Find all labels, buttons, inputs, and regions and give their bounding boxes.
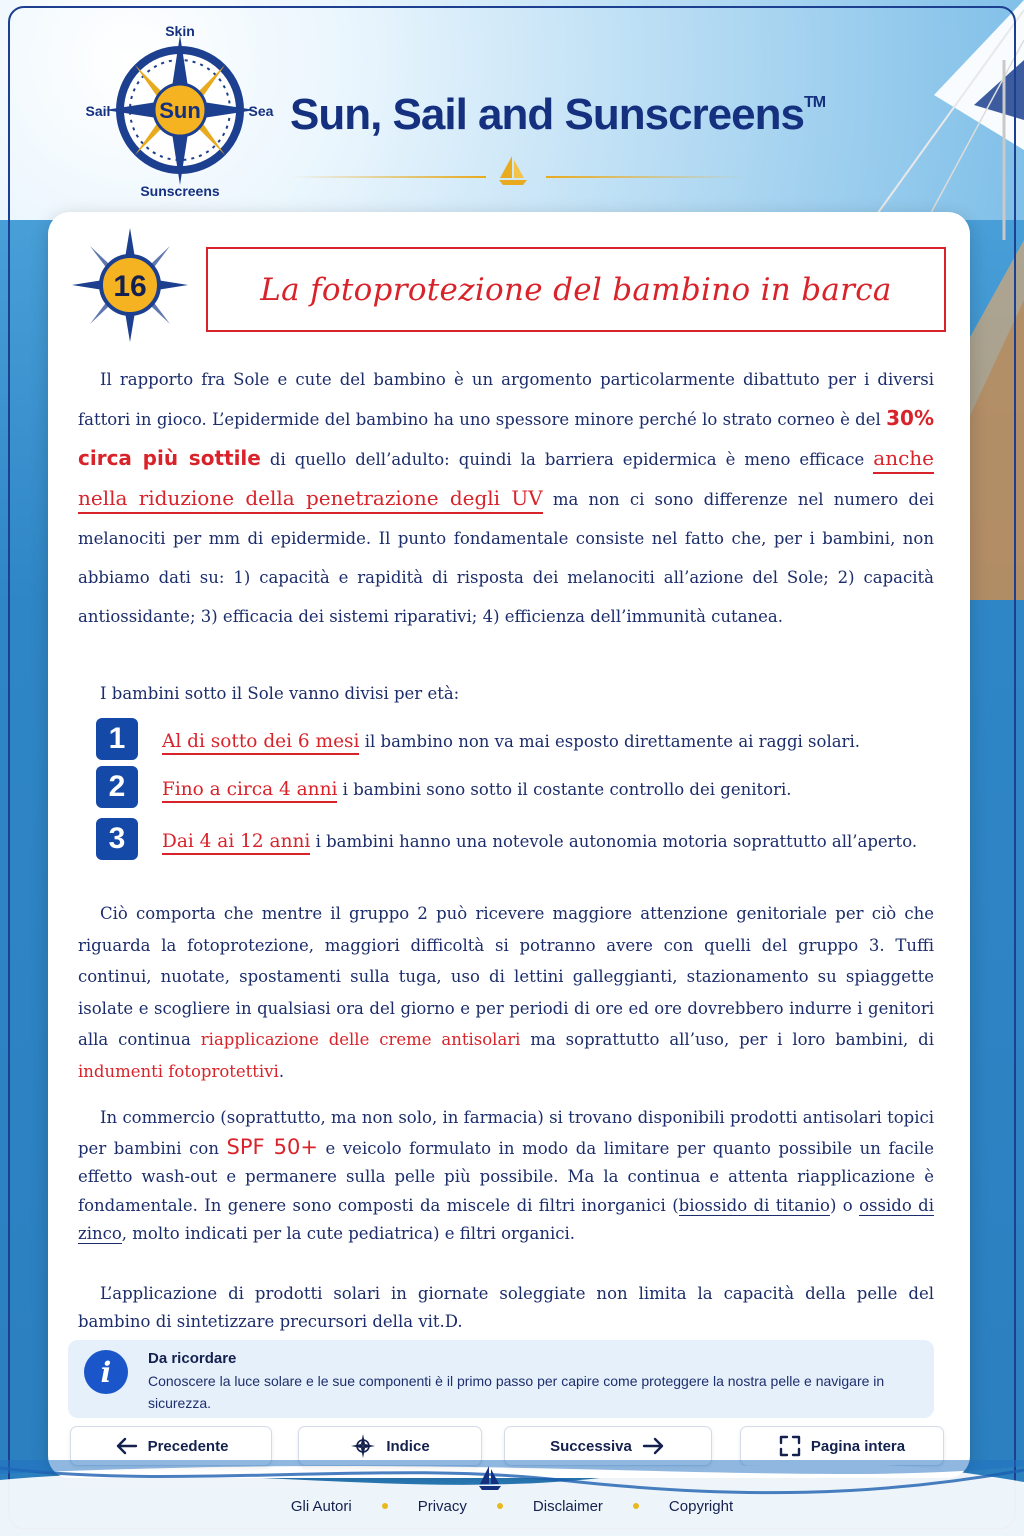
footer-link-disclaimer[interactable]: Disclaimer <box>532 1497 603 1515</box>
chapter-title-box <box>206 247 946 332</box>
compass-logo <box>80 20 280 200</box>
previous-label: Precedente <box>147 1437 229 1455</box>
paragraph-1: Il rapporto fra Sole e cute del bambino è un argomento particolarmente dibattuto per i diversi fattori in gioco. L’epidermide del bambino ha uno spessore minore perché lo strato corneo è del 30% circa più sottile di quello dell’adulto: quindi la barriera epidermica è meno efficace anche nella riduzione della penetrazione degli UV ma non ci sono differenze nel numero dei melanociti per mm di epidermide. Il punto fondamentale consiste nel fatto che, per i bambini, non abbiamo dati su: 1) capacità e rapidità di risposta dei melanociti all’azione del Sole; 2) capacità antiossidante; 3) efficacia dei sistemi riparativi; 4) efficienza dell’immunità cutanea. <box>78 370 934 626</box>
age-group-number: 3 <box>96 818 138 860</box>
arrow-right-icon <box>642 1436 666 1456</box>
age-group-number: 2 <box>96 766 138 808</box>
highlight-reapplication: riapplicazione delle creme antisolari <box>200 1030 521 1049</box>
fullpage-label: Pagina intera <box>810 1437 906 1455</box>
reminder-title: Da ricordare <box>148 1350 237 1367</box>
footer-sailboat-icon <box>476 1464 504 1492</box>
highlight-uv-penetration: anche nella riduzione della penetrazione degli UV <box>78 446 934 514</box>
paragraph-5: L’applicazione di prodotti solari in giornate soleggiate non limita la capacità della pelle del bambino di sintetizzare precursori della vit.D. <box>78 1284 934 1331</box>
info-icon: i <box>84 1350 128 1394</box>
title-rule-right <box>546 176 746 178</box>
footer-separator <box>497 1503 503 1509</box>
age-group-lead: Dai 4 ai 12 anni <box>162 831 310 855</box>
fullscreen-icon <box>779 1435 801 1457</box>
paragraph-2: I bambini sotto il Sole vanno divisi per età: <box>100 684 460 703</box>
logo-center-label: Sun <box>159 98 201 123</box>
reminder-text: Conoscere la luce solare e le sue componenti è il primo passo per capire come proteggere la nostra pelle e navigare in sicurezza. <box>148 1373 885 1411</box>
chapter-title: La fotoprotezione del bambino in barca <box>260 271 892 308</box>
footer-link-authors[interactable]: Gli Autori <box>290 1497 352 1515</box>
footer-links <box>0 1494 1024 1518</box>
paragraph-4: In commercio (soprattutto, ma non solo, in farmacia) si trovano disponibili prodotti antisolari topici per bambini con SPF 50+ e veicolo formulato in modo da limitare per quanto possibile un facile effetto wash-out e permanere sulla pelle più possibile. Ma la continua e attenta riapplicazione è fondamentale. In genere sono composti da miscele di filtri inorganici (biossido di titanio) o ossido di zinco, molto indicati per la cute pediatrica) e filtri organici. <box>78 1108 934 1243</box>
site-title: Sun, Sail and Sunscreens™ <box>290 90 826 139</box>
age-group-number: 1 <box>96 718 138 760</box>
footer-link-copyright[interactable]: Copyright <box>668 1497 734 1515</box>
sailboat-icon <box>496 154 530 188</box>
next-label: Successiva <box>550 1437 632 1455</box>
trademark-mark: TM <box>803 94 826 111</box>
title-rule-left <box>290 176 486 178</box>
highlight-thinner-corneum: 30% circa più sottile <box>78 406 934 470</box>
logo-south-label: Sunscreens <box>140 183 220 199</box>
chapter-number: 16 <box>113 270 147 303</box>
age-group-lead: Fino a circa 4 anni <box>162 779 337 803</box>
logo-north-label: Skin <box>165 23 195 39</box>
link-zinc-oxide[interactable]: ossido di zinco <box>78 1195 934 1243</box>
index-label: Indice <box>386 1437 430 1455</box>
link-titanium-dioxide[interactable]: biossido di titanio <box>678 1195 830 1215</box>
footer-link-privacy[interactable]: Privacy <box>417 1497 467 1515</box>
footer-separator <box>382 1503 388 1509</box>
highlight-spf: SPF 50+ <box>226 1134 318 1159</box>
logo-west-label: Sail <box>85 103 111 119</box>
age-group-lead: Al di sotto dei 6 mesi <box>162 731 359 755</box>
arrow-left-icon <box>114 1436 138 1456</box>
footer-separator <box>633 1503 639 1509</box>
paragraph-3: Ciò comporta che mentre il gruppo 2 può ricevere maggiore attenzione genitoriale per ciò che riguarda la fotoprotezione, maggiori difficoltà si potranno avere con quelli del gruppo 3. Tuffi continui, nuotate, spostamenti sulla tuga, uso di lettini galleggianti, stazionamento su spiaggette isolate e scogliere in qualsiasi ora del giorno e per periodi di ore ed ore dovrebbero indurre i genitori alla continua riapplicazione delle creme antisolari ma soprattutto all’uso, per i loro bambini, di indumenti fotoprotettivi. <box>78 904 934 1081</box>
compass-icon <box>350 1433 376 1459</box>
logo-east-label: Sea <box>248 103 274 119</box>
highlight-protective-clothing: indumenti fotoprotettivi <box>78 1061 279 1081</box>
chapter-compass-badge <box>68 226 192 344</box>
